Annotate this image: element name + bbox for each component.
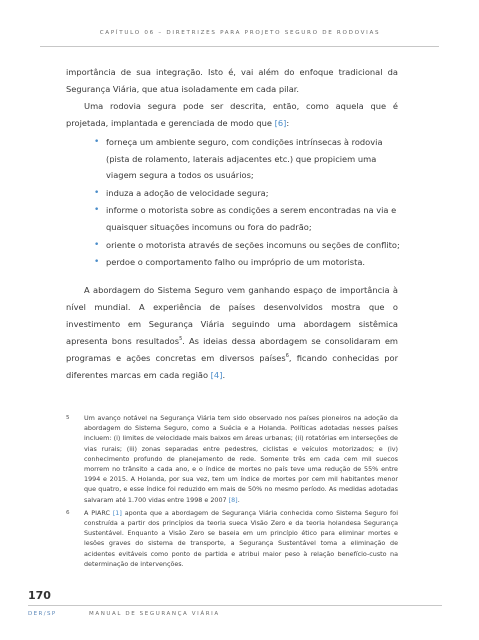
footer-divider bbox=[28, 605, 442, 606]
safe-system-period: . bbox=[222, 370, 226, 380]
bullet-icon: • bbox=[94, 187, 100, 198]
paragraph-safe-system bbox=[66, 282, 398, 384]
list-item bbox=[94, 237, 400, 254]
footnote-number: 5 bbox=[66, 415, 70, 421]
page-number: 170 bbox=[28, 589, 51, 602]
reference-link-4[interactable]: [4] bbox=[210, 370, 223, 380]
list-item-text: oriente o motorista através de seções incomuns ou seções de conflito; bbox=[106, 239, 400, 250]
bullet-icon: • bbox=[94, 239, 100, 250]
paragraph-safe-system-text bbox=[66, 282, 398, 384]
reference-link-1[interactable]: [1] bbox=[112, 508, 122, 517]
list-item bbox=[94, 202, 400, 235]
footnote-6 bbox=[66, 508, 398, 569]
paragraph-intro bbox=[66, 64, 398, 98]
list-item-text: induza a adoção de velocidade segura; bbox=[106, 187, 269, 198]
footnote-5 bbox=[66, 413, 398, 505]
manual-title: MANUAL DE SEGURANÇA VIÁRIA bbox=[89, 611, 220, 617]
bullet-icon: • bbox=[94, 137, 100, 147]
paragraph-safe-road-text bbox=[66, 98, 398, 132]
footnotes bbox=[66, 413, 398, 572]
footnote-number: 6 bbox=[66, 509, 70, 516]
footnote-period: . bbox=[237, 495, 240, 504]
footnote-marker-6[interactable]: 6 bbox=[285, 353, 289, 360]
paragraph-intro-text: importância de sua integração. Isto é, vai além do enfoque tradicional da Segurança Viária, que atua isoladamente em cada pilar. bbox=[66, 67, 398, 94]
list-item-text: informe o motorista sobre as condições a serem encontradas na via e quaisquer situações incomuns ou fora do padrão; bbox=[106, 205, 397, 232]
chapter-header: CAPÍTULO 06 – DIRETRIZES PARA PROJETO SEGURO DE RODOVIAS bbox=[99, 30, 381, 36]
safe-system-text-b: . As ideias dessa abordagem se consolidaram em programas e ações concretas em diversos países bbox=[66, 336, 399, 363]
bullet-icon: • bbox=[94, 257, 100, 268]
paragraph-safe-road bbox=[66, 98, 398, 132]
footnote-marker-5[interactable]: 5 bbox=[179, 336, 183, 343]
safe-system-text-a: A abordagem do Sistema Seguro vem ganhando espaço de importância à nível mundial. A experiência de países desenvolvidos mostra que o investimento em Segurança Viária seguindo uma abordagem sistêmica apresenta bons resultados bbox=[66, 285, 398, 346]
safe-road-criteria-list bbox=[94, 134, 400, 272]
reference-link-6[interactable]: [6] bbox=[274, 118, 287, 128]
list-item bbox=[94, 185, 400, 202]
footnote-text: Um avanço notável na Segurança Viária tem sido observado nos países pioneiros na adoção da abordagem do Sistema Seguro, como a Suécia e a Holanda. Políticas adotadas nesses países incluem: (i) limites de velocidade mais baixos em áreas urbanas; (ii) rotatórias em interseções de vias rurais; (iii) zonas separadas entre pedestres, ciclistas e veículos motorizados; e (iv) conhecimento profundo de planejamento de rede. Somente três em cada cem mil suecos morrem no trânsito a cada ano, e o índice de mortes no país teve uma redução de 55% entre 1994 e 2015. A Holanda, por sua vez, tem um índice de mortes por cem mil habitantes menor que quatro, e esse índice foi reduzido em mais de 50% no mesmo período. As medidas adotadas salvaram até 1.700 vidas entre 1998 e 2007 bbox=[84, 414, 398, 504]
safe-road-colon: : bbox=[286, 118, 290, 128]
list-item-text: perdoe o comportamento falho ou impróprio de um motorista. bbox=[106, 257, 366, 268]
footnote-text-b: aponta que a abordagem de Segurança Viária conhecida como Sistema Seguro foi construída a partir dos princípios da teoria sueca Visão Zero e da teoria holandesa Segurança Sustentável. Enquanto a Visão Zero se baseia em um princípio ético para eliminar mortes e lesões graves do sistema de transporte, a Segurança Sustentável toma a eliminação de acidentes evitáveis como ponto de partida e atribui maior peso à relação benefício-custo na determinação de intervenções. bbox=[84, 508, 398, 568]
header-divider bbox=[40, 46, 439, 47]
bullet-icon: • bbox=[94, 205, 100, 216]
list-item-text: forneça um ambiente seguro, com condições intrínsecas à rodovia (pista de rolamento, laterais adjacentes etc.) que propiciem uma viagem segura a todos os usuários; bbox=[106, 137, 383, 181]
safe-system-text-c: , ficando conhecidas por diferentes marcas em cada região bbox=[66, 353, 399, 380]
reference-link-8[interactable]: [8] bbox=[228, 495, 238, 504]
publisher-label: DER/SP bbox=[28, 611, 57, 617]
footnote-text-a: A PIARC bbox=[84, 508, 113, 517]
list-item bbox=[94, 134, 400, 184]
list-item bbox=[94, 254, 400, 271]
safe-road-text: Uma rodovia segura pode ser descrita, então, como aquela que é projetada, implantada e gerenciada de modo que bbox=[66, 101, 398, 128]
